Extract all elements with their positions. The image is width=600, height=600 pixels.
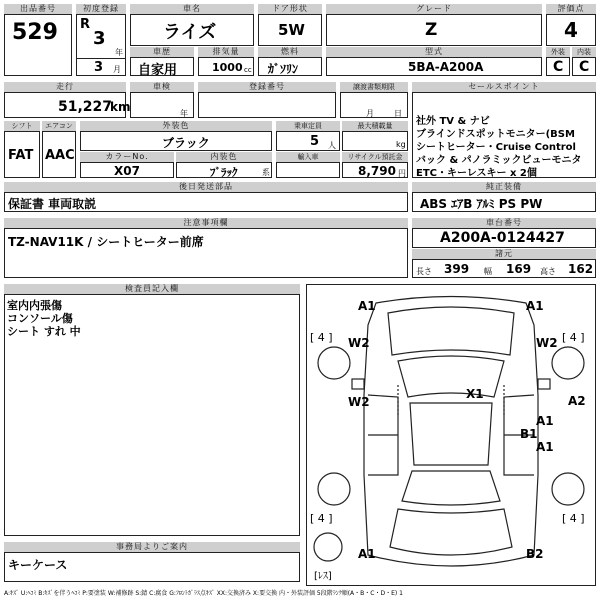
header-mileage: 走行 <box>4 82 126 92</box>
header-lot: 出品番号 <box>4 4 72 14</box>
header-transfer: 譲渡書類期限 <box>340 82 408 92</box>
header-grade: グレード <box>326 4 542 14</box>
inspector-note-1: 室内内張傷 <box>7 299 62 312</box>
header-first-reg: 初度登録 <box>76 4 126 14</box>
tire-rear-left: [ 4 ] <box>310 512 333 525</box>
header-shift: シフト <box>4 121 40 131</box>
header-score: 評価点 <box>546 4 596 14</box>
header-inspector: 検査員記入欄 <box>4 284 300 294</box>
shift: FAT <box>8 148 34 163</box>
car-name: ライズ <box>163 22 217 43</box>
header-size: 諸元 <box>412 249 596 259</box>
office-note: キーケース <box>8 558 68 572</box>
grade: Z <box>425 20 438 40</box>
reg-no-box <box>198 92 336 118</box>
door-type: 5W <box>278 21 305 39</box>
damage-mark-a1-rear-door: A1 <box>536 440 554 454</box>
header-import: 輸入車 <box>276 152 340 162</box>
header-int-color: 内装色 <box>176 152 272 162</box>
sales-point-2: ブラインドスポットモニター(BSM <box>416 129 575 140</box>
transfer-day: 日 <box>394 109 402 118</box>
inspector-note-2: コンソール傷 <box>7 312 73 325</box>
damage-mark-front-left: A1 <box>358 299 376 313</box>
recycle: 8,790 <box>358 164 396 178</box>
sales-point-3: シートヒーター・Cruise Control <box>416 142 576 153</box>
header-ext: 外装 <box>546 47 570 57</box>
header-sales-points: セールスポイント <box>412 82 596 92</box>
aircon: AAC <box>45 148 75 163</box>
damage-mark-rear-left: A1 <box>358 547 376 561</box>
header-int: 内装 <box>572 47 596 57</box>
legend: A:ｷｽﾞ U:ﾍｺﾐ B:ｷｽﾞを伴うﾍｺﾐ P:要塗装 W:補修跡 S:錆 C:腐食 G:ﾌﾛﾝﾄｶﾞﾗｽ点ｷｽﾞ XX:交換済み X:要交換 内・外装評価 5段階ﾗﾝｸ順(A・B・C・D・E) 1 <box>4 590 403 597</box>
inspector-note-3: シート すれ 中 <box>7 325 81 338</box>
width-label: 幅 <box>484 267 492 276</box>
tire-front-left: [ 4 ] <box>310 331 333 344</box>
damage-mark-front-right: A1 <box>526 299 544 313</box>
usage: 自家用 <box>138 63 178 78</box>
ext-color: ブラック <box>162 136 210 150</box>
mileage: 51,227 <box>58 99 113 115</box>
notes: TZ-NAV11K / シートヒーター前席 <box>8 235 204 249</box>
import-box <box>276 162 340 178</box>
capacity-unit: 人 <box>328 141 336 150</box>
header-door: ドア形状 <box>258 4 322 14</box>
int-color: ﾌﾞﾗｯｸ <box>210 166 238 179</box>
damage-mark-w2-door: W2 <box>348 395 370 409</box>
reg-month: 3 <box>94 60 104 75</box>
ext-grade: C <box>553 59 564 75</box>
chassis-number: A200A-0124427 <box>440 230 565 246</box>
header-color-no: カラーNo. <box>80 152 174 162</box>
length-value: 399 <box>444 262 470 276</box>
color-no: X07 <box>114 164 140 178</box>
header-recycle: リサイクル預託金 <box>342 152 408 162</box>
header-displacement: 排気量 <box>198 47 254 57</box>
header-later-docs: 後日発送部品 <box>4 182 408 192</box>
header-ext-color: 外装色 <box>80 121 272 131</box>
era: R <box>80 17 91 32</box>
header-max-load: 最大積載量 <box>342 121 408 131</box>
header-capacity: 乗車定員 <box>276 121 340 131</box>
tire-rear-right: [ 4 ] <box>562 512 585 525</box>
cc-unit: cc <box>244 66 252 74</box>
displacement: 1000 <box>212 61 243 74</box>
header-inspection: 車検 <box>130 82 194 92</box>
length-label: 長さ <box>416 267 432 276</box>
sales-point-1: 社外 TV & ナビ <box>416 116 490 127</box>
header-office: 事務局よりご案内 <box>4 542 300 552</box>
header-reg-no: 登録番号 <box>198 82 336 92</box>
damage-mark-w2-right: W2 <box>536 336 558 350</box>
inspection-year: 年 <box>180 109 188 118</box>
era-year: 3 <box>93 28 106 49</box>
damage-mark-b1: B1 <box>520 427 538 441</box>
later-docs: 保証書 車両取説 <box>8 197 97 211</box>
tire-front-right: [ 4 ] <box>562 331 585 344</box>
spare-tire-label: [ﾚｽ] <box>314 571 332 582</box>
sales-point-5: ETC・キーレスキー x 2個 <box>416 168 537 179</box>
header-genuine: 純正装備 <box>412 182 596 192</box>
score: 4 <box>564 18 578 42</box>
header-notes: 注意事項欄 <box>4 218 408 228</box>
int-color-suffix: 系 <box>262 168 270 177</box>
header-usage: 車歴 <box>130 47 194 57</box>
yen-unit: 円 <box>398 169 406 178</box>
transfer-month: 月 <box>366 109 374 118</box>
width-value: 169 <box>506 262 532 276</box>
car-diagram <box>306 285 596 585</box>
year-unit: 年 <box>115 48 123 57</box>
genuine-equipment: ABS ｴｱB ｱﾙﾐ PS PW <box>420 197 543 211</box>
sales-point-4: バック & パノラミックビューモニタ <box>416 155 582 166</box>
load-unit: kg <box>396 140 406 149</box>
damage-mark-w2-left: W2 <box>348 336 370 350</box>
header-fuel: 燃料 <box>258 47 322 57</box>
fuel: ｶﾞｿﾘﾝ <box>268 62 299 76</box>
lot-number: 529 <box>12 20 58 45</box>
km-unit: km <box>110 100 131 114</box>
int-grade: C <box>579 59 590 75</box>
capacity: 5 <box>310 134 320 149</box>
damage-mark-a2: A2 <box>568 394 586 408</box>
model-type: 5BA-A200A <box>408 60 484 74</box>
month-unit: 月 <box>113 65 121 74</box>
header-model-type: 型式 <box>326 47 542 57</box>
height-value: 162 <box>568 262 594 276</box>
damage-mark-rear-right: B2 <box>526 547 544 561</box>
header-aircon: エアコン <box>42 121 76 131</box>
header-chassis: 車台番号 <box>412 218 596 228</box>
damage-mark-a1-door: A1 <box>536 414 554 428</box>
header-car-name: 車名 <box>130 4 254 14</box>
height-label: 高さ <box>540 267 556 276</box>
damage-mark-x1: X1 <box>466 387 484 401</box>
